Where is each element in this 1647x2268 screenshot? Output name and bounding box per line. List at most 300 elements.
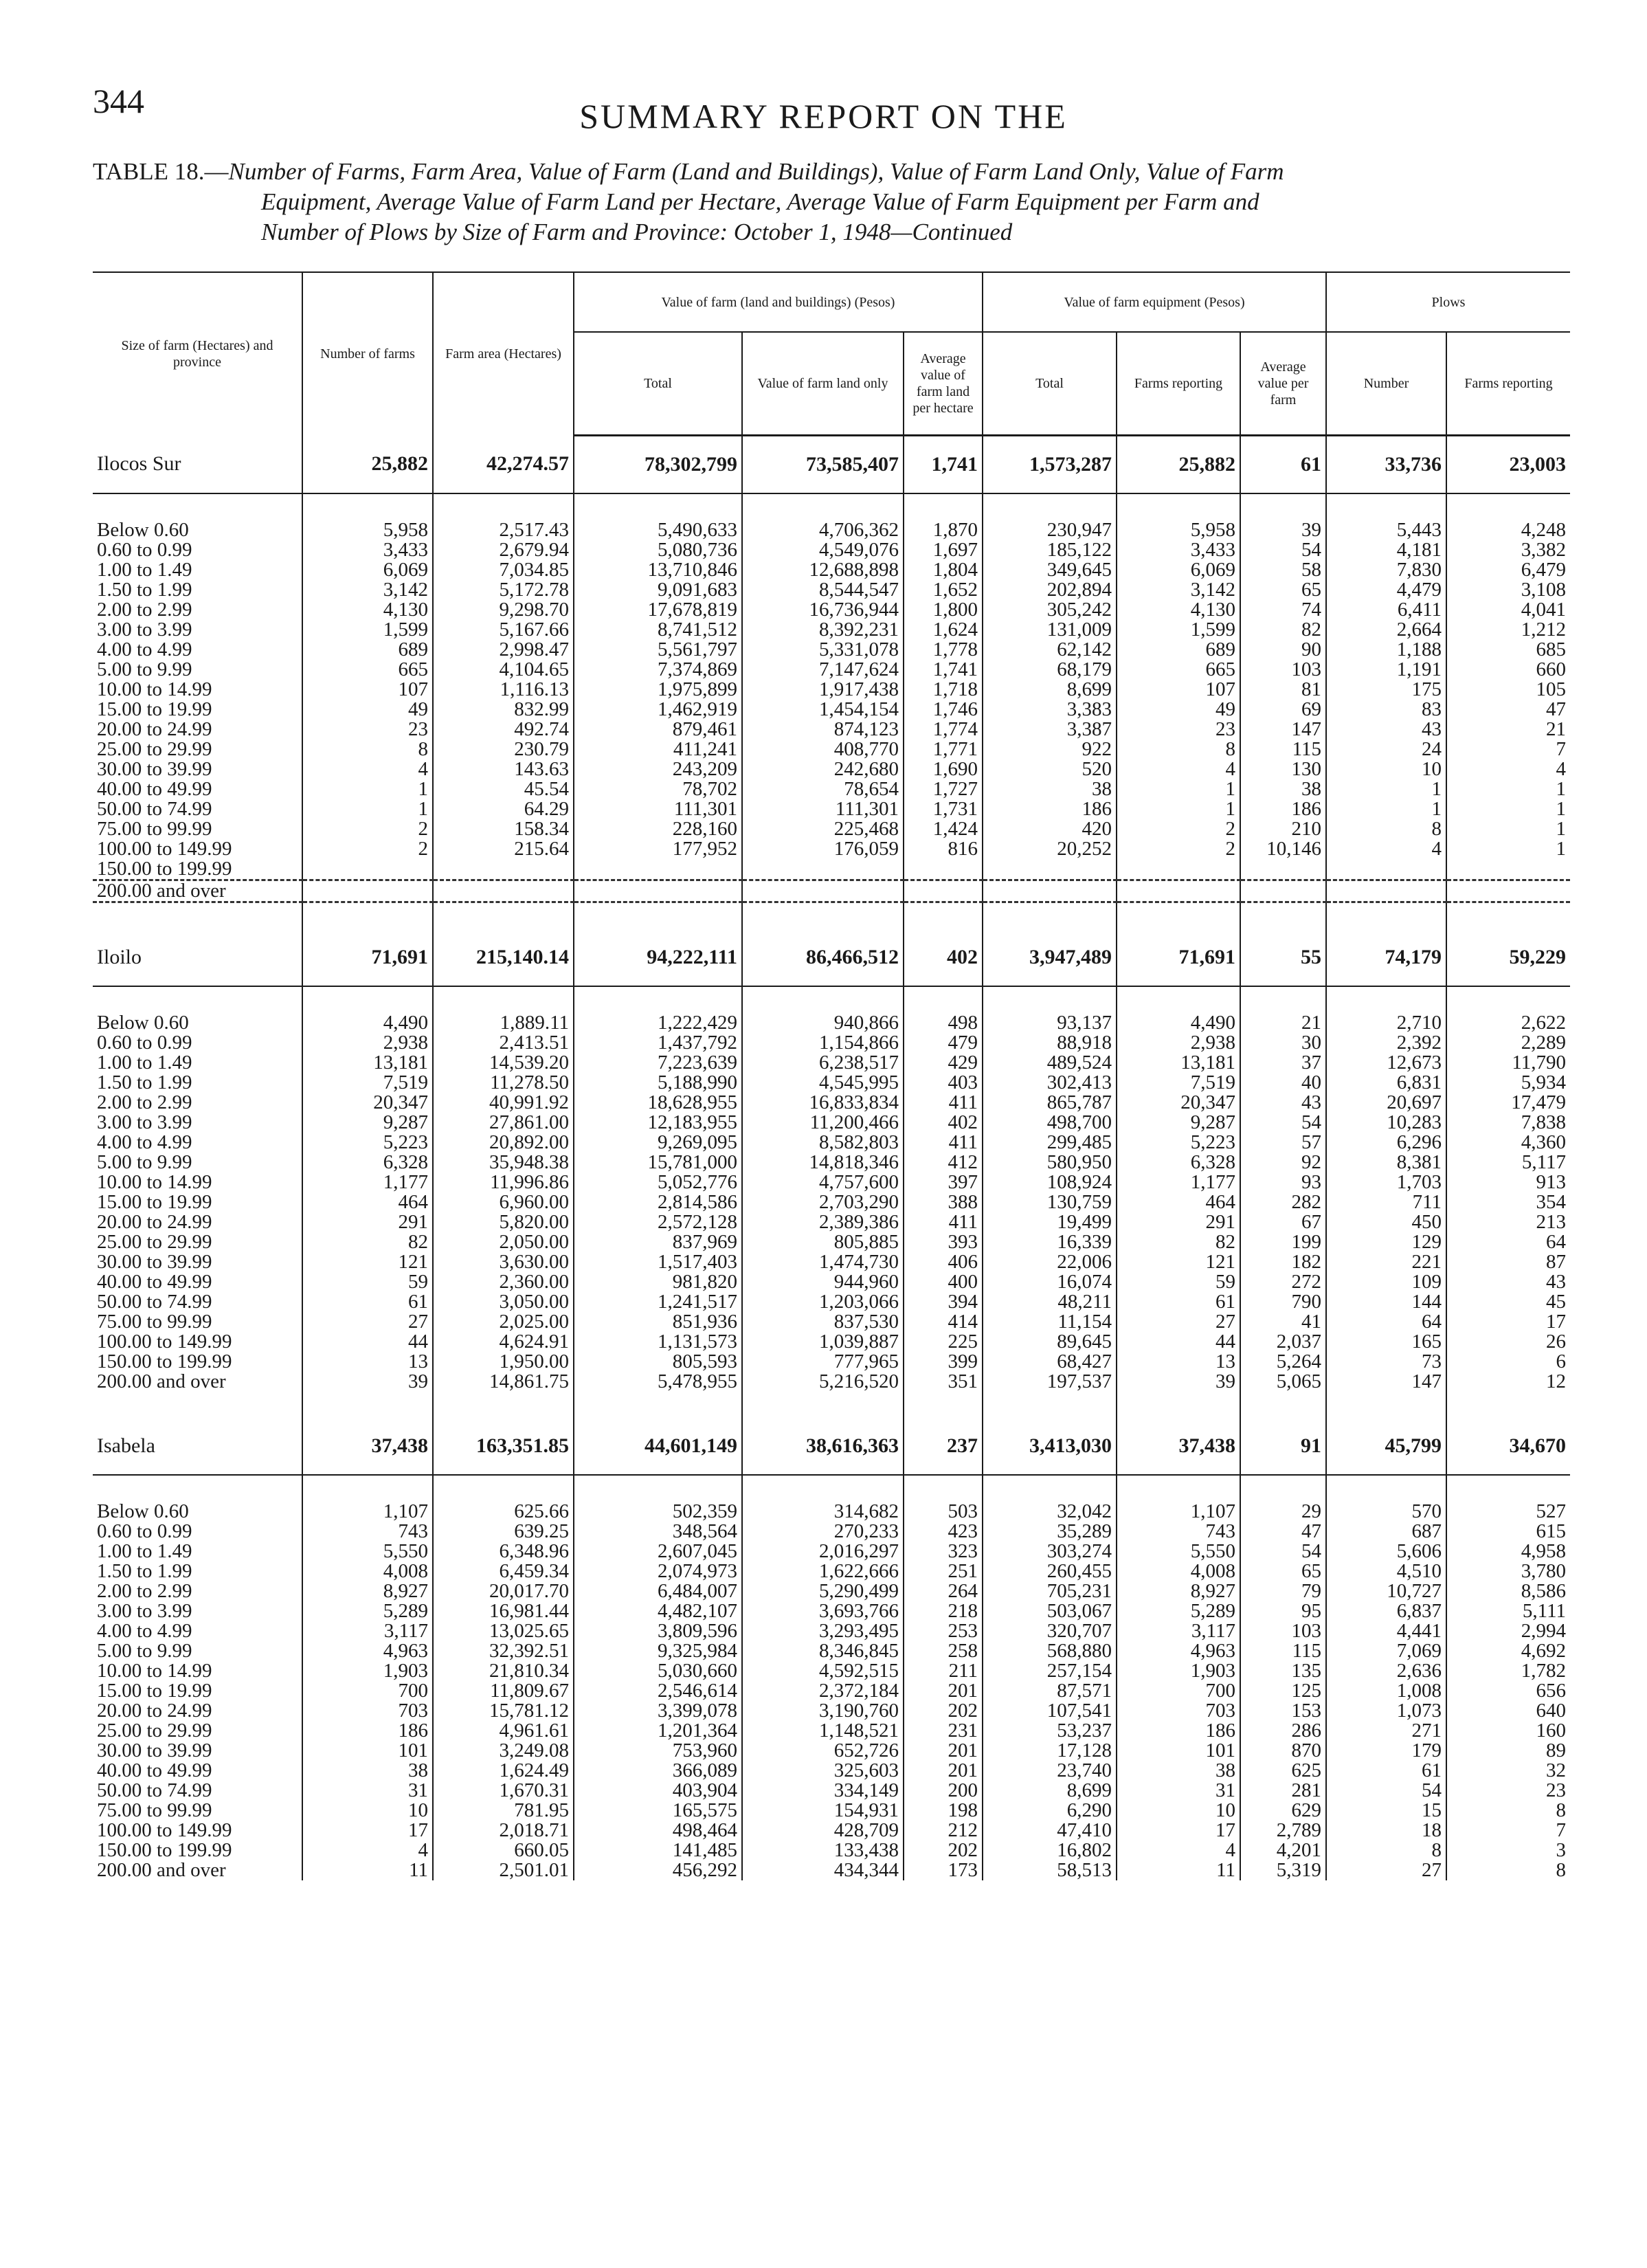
table-cell: 7,069 (1326, 1641, 1446, 1661)
table-cell: 131,009 (983, 620, 1117, 640)
table-cell: 4,441 (1326, 1621, 1446, 1641)
table-cell: 43 (1240, 1093, 1326, 1113)
table-cell: 7 (1446, 1821, 1570, 1841)
table-cell: 1 (302, 799, 433, 819)
table-row (93, 700, 1570, 720)
table-cell: 82 (1117, 1232, 1240, 1252)
size-class-label: 30.00 to 39.99 (97, 1250, 212, 1273)
table-cell: 1,188 (1326, 640, 1446, 660)
table-cell: 4,545,995 (742, 1073, 904, 1093)
table-cell: 179 (1326, 1741, 1446, 1761)
table-cell: 4 (302, 759, 433, 779)
table-cell: 5,290,499 (742, 1581, 904, 1601)
table-cell (1117, 880, 1240, 902)
table-cell: 1,731 (904, 799, 983, 819)
table-row (93, 1133, 1570, 1153)
table-cell: 689 (1117, 640, 1240, 660)
table-cell (742, 880, 904, 902)
table-cell: 5,223 (1117, 1133, 1240, 1153)
table-cell: 143.63 (433, 759, 574, 779)
table-cell: 199 (1240, 1232, 1326, 1252)
table-cell: 498,700 (983, 1113, 1117, 1133)
size-class-label: 150.00 to 199.99 (93, 859, 302, 880)
table-row (93, 1561, 1570, 1581)
table-cell: 11,809.67 (433, 1681, 574, 1701)
table-cell: 1 (1446, 799, 1570, 819)
table-cell: 6,290 (983, 1801, 1117, 1821)
table-cell: 20,252 (983, 839, 1117, 859)
table-cell: 82 (1240, 620, 1326, 640)
table-cell: 527 (1446, 1502, 1570, 1522)
table-row (93, 640, 1570, 660)
table-cell: 35,289 (983, 1522, 1117, 1542)
province-total-cell: 38,616,363 (742, 1418, 904, 1475)
table-cell: 8,699 (983, 680, 1117, 700)
table-cell: 39 (1117, 1372, 1240, 1392)
province-total-cell: 44,601,149 (574, 1418, 742, 1475)
table-cell: 8,927 (1117, 1581, 1240, 1601)
table-cell (904, 859, 983, 880)
table-cell: 35,948.38 (433, 1153, 574, 1172)
table-cell: 45 (1446, 1292, 1570, 1312)
table-cell: 2,703,290 (742, 1192, 904, 1212)
table-cell: 4,958 (1446, 1542, 1570, 1561)
caption-line-1: Number of Farms, Farm Area, Value of Farm (Land and Buildings), Value of Farm Land Only, Value of Farm (228, 158, 1284, 185)
table-cell: 1,177 (302, 1172, 433, 1192)
size-class-label: 4.00 to 4.99 (97, 638, 192, 660)
table-row (93, 1372, 1570, 1392)
province-total-cell: 23,003 (1446, 435, 1570, 493)
table-row (93, 1033, 1570, 1053)
table-cell: 1,746 (904, 700, 983, 720)
table-cell: 65 (1240, 580, 1326, 600)
table-cell: 4,130 (1117, 600, 1240, 620)
table-cell: 8,346,845 (742, 1641, 904, 1661)
table-cell: 656 (1446, 1681, 1570, 1701)
table-cell: 68,427 (983, 1352, 1117, 1372)
table-cell: 5,289 (302, 1601, 433, 1621)
table-cell: 456,292 (574, 1860, 742, 1880)
table-cell: 165 (1326, 1332, 1446, 1352)
table-cell: 1,703 (1326, 1172, 1446, 1192)
table-cell: 1,203,066 (742, 1292, 904, 1312)
table-cell: 4 (302, 1841, 433, 1860)
table-cell: 414 (904, 1312, 983, 1332)
table-cell: 4 (1117, 759, 1240, 779)
table-cell: 282 (1240, 1192, 1326, 1212)
table-cell: 1,073 (1326, 1701, 1446, 1721)
table-row (93, 1332, 1570, 1352)
table-cell: 429 (904, 1053, 983, 1073)
table-cell: 1,889.11 (433, 1013, 574, 1033)
province-total-cell: 237 (904, 1418, 983, 1475)
table-cell: 225,468 (742, 819, 904, 839)
table-row (93, 1053, 1570, 1073)
table-cell: 1,191 (1326, 660, 1446, 680)
table-cell: 211 (904, 1661, 983, 1681)
table-cell: 54 (1326, 1781, 1446, 1801)
province-name: Ilocos Sur (93, 435, 302, 493)
table-row (93, 680, 1570, 700)
table-cell: 4,008 (1117, 1561, 1240, 1581)
table-cell: 4,041 (1446, 600, 1570, 620)
table-cell: 5,223 (302, 1133, 433, 1153)
table-cell: 5,820.00 (433, 1212, 574, 1232)
table-cell: 228,160 (574, 819, 742, 839)
table-cell: 1,154,866 (742, 1033, 904, 1053)
table-cell: 20,892.00 (433, 1133, 574, 1153)
table-cell: 58,513 (983, 1860, 1117, 1880)
table-cell: 1,116.13 (433, 680, 574, 700)
table-cell: 629 (1240, 1801, 1326, 1821)
table-cell: 160 (1446, 1721, 1570, 1741)
table-cell: 87,571 (983, 1681, 1117, 1701)
table-cell: 48,211 (983, 1292, 1117, 1312)
table-cell: 13,025.65 (433, 1621, 574, 1641)
table-cell: 101 (302, 1741, 433, 1761)
table-cell: 568,880 (983, 1641, 1117, 1661)
province-total-cell: 71,691 (1117, 929, 1240, 986)
table-cell: 9,091,683 (574, 580, 742, 600)
size-class-label: 75.00 to 99.99 (97, 817, 212, 840)
size-class-label: 40.00 to 49.99 (97, 777, 212, 800)
table-cell: 3,117 (302, 1621, 433, 1641)
table-cell: 2,289 (1446, 1033, 1570, 1053)
table-row (93, 1761, 1570, 1781)
table-cell: 743 (1117, 1522, 1240, 1542)
table-cell: 3 (1446, 1841, 1570, 1860)
table-cell: 3,117 (1117, 1621, 1240, 1641)
table-cell: 705,231 (983, 1581, 1117, 1601)
table-cell: 12 (1446, 1372, 1570, 1392)
table-row (93, 1093, 1570, 1113)
table-cell (983, 880, 1117, 902)
table-cell: 9,269,095 (574, 1133, 742, 1153)
table-row (93, 1681, 1570, 1701)
table-cell: 5,167.66 (433, 620, 574, 640)
table-cell: 1,107 (302, 1502, 433, 1522)
table-cell: 210 (1240, 819, 1326, 839)
table-cell: 1,212 (1446, 620, 1570, 640)
size-class-label: 4.00 to 4.99 (97, 1131, 192, 1153)
table-cell: 27 (302, 1312, 433, 1332)
table-cell: 8 (1446, 1801, 1570, 1821)
table-cell: 5,030,660 (574, 1661, 742, 1681)
table-cell: 700 (1117, 1681, 1240, 1701)
table-cell: 351 (904, 1372, 983, 1392)
table-cell: 944,960 (742, 1272, 904, 1292)
table-row (93, 560, 1570, 580)
table-cell: 57 (1240, 1133, 1326, 1153)
table-cell (1446, 880, 1570, 902)
table-cell: 3,142 (1117, 580, 1240, 600)
table-cell: 201 (904, 1761, 983, 1781)
table-cell: 1,517,403 (574, 1252, 742, 1272)
table-cell: 231 (904, 1721, 983, 1741)
table-cell: 8,927 (302, 1581, 433, 1601)
table-cell: 816 (904, 839, 983, 859)
table-cell: 1,727 (904, 779, 983, 799)
table-cell: 64.29 (433, 799, 574, 819)
table-cell: 186 (1117, 1721, 1240, 1741)
table-cell: 922 (983, 740, 1117, 759)
table-cell: 1,975,899 (574, 680, 742, 700)
table-cell: 1,039,887 (742, 1332, 904, 1352)
table-cell: 65 (1240, 1561, 1326, 1581)
table-cell: 6,837 (1326, 1601, 1446, 1621)
table-cell: 4,961.61 (433, 1721, 574, 1741)
table-cell: 201 (904, 1741, 983, 1761)
table-cell: 92 (1240, 1153, 1326, 1172)
table-cell: 323 (904, 1542, 983, 1561)
table-cell: 1,804 (904, 560, 983, 580)
table-cell: 2,501.01 (433, 1860, 574, 1880)
table-row (93, 799, 1570, 819)
table-cell: 3,249.08 (433, 1741, 574, 1761)
table-cell: 1,778 (904, 640, 983, 660)
table-cell: 16,981.44 (433, 1601, 574, 1621)
province-total-cell: 94,222,111 (574, 929, 742, 986)
province-total-row (93, 1418, 1570, 1475)
table-cell: 314,682 (742, 1502, 904, 1522)
table-cell: 3,809,596 (574, 1621, 742, 1641)
table-cell: 1,624 (904, 620, 983, 640)
table-cell: 5,490,633 (574, 520, 742, 540)
province-total-cell: 42,274.57 (433, 435, 574, 493)
table-cell: 10,727 (1326, 1581, 1446, 1601)
size-class-label: 75.00 to 99.99 (97, 1310, 212, 1333)
table-cell: 21 (1240, 1013, 1326, 1033)
table-cell: 89,645 (983, 1332, 1117, 1352)
table-cell: 78,702 (574, 779, 742, 799)
table-cell: 625 (1240, 1761, 1326, 1781)
table-cell (302, 880, 433, 902)
table-cell: 1 (1117, 779, 1240, 799)
table-cell: 4,201 (1240, 1841, 1326, 1860)
table-cell: 1 (1326, 779, 1446, 799)
header-plow-number: Number (1326, 332, 1446, 435)
caption-lead: TABLE 18.— (93, 158, 229, 185)
table-cell: 5,331,078 (742, 640, 904, 660)
table-cell: 1,131,573 (574, 1332, 742, 1352)
size-class-label: 50.00 to 74.99 (97, 1779, 212, 1801)
table-cell: 2,018.71 (433, 1821, 574, 1841)
table-cell: 67 (1240, 1212, 1326, 1232)
table-cell: 24 (1326, 740, 1446, 759)
size-class-label: 1.00 to 1.49 (97, 1539, 192, 1562)
table-cell: 198 (904, 1801, 983, 1821)
table-cell: 4,479 (1326, 580, 1446, 600)
table-cell: 147 (1326, 1372, 1446, 1392)
table-cell: 11 (302, 1860, 433, 1880)
province-total-cell: 71,691 (302, 929, 433, 986)
table-cell (1326, 859, 1446, 880)
table-cell: 115 (1240, 1641, 1326, 1661)
table-cell: 186 (983, 799, 1117, 819)
table-cell: 8 (1446, 1860, 1570, 1880)
table-cell: 43 (1326, 720, 1446, 740)
table-cell: 27,861.00 (433, 1113, 574, 1133)
table-row (93, 1641, 1570, 1661)
size-class-label: Below 0.60 (97, 518, 189, 541)
table-cell: 411 (904, 1093, 983, 1113)
table-cell: 2,938 (1117, 1033, 1240, 1053)
table-cell: 408,770 (742, 740, 904, 759)
table-cell: 8,544,547 (742, 580, 904, 600)
table-cell: 251 (904, 1561, 983, 1581)
size-class-label: 3.00 to 3.99 (97, 1599, 192, 1622)
province-total-cell: 1,573,287 (983, 435, 1117, 493)
header-eq-total: Total (983, 332, 1117, 435)
header-total: Total (574, 332, 742, 435)
table-cell: 27 (1326, 1860, 1446, 1880)
size-class-label: 5.00 to 9.99 (97, 1639, 192, 1662)
table-cell: 291 (302, 1212, 433, 1232)
province-total-cell: 74,179 (1326, 929, 1446, 986)
table-cell: 1,008 (1326, 1681, 1446, 1701)
size-class-label: 1.50 to 1.99 (97, 578, 192, 601)
table-cell: 8,582,803 (742, 1133, 904, 1153)
table-cell: 1,774 (904, 720, 983, 740)
table-cell: 11,154 (983, 1312, 1117, 1332)
table-cell: 777,965 (742, 1352, 904, 1372)
table-cell: 4,490 (302, 1013, 433, 1033)
table-cell: 16,833,834 (742, 1093, 904, 1113)
table-cell: 5,216,520 (742, 1372, 904, 1392)
table-cell: 5,958 (1117, 520, 1240, 540)
table-cell: 44 (1117, 1332, 1240, 1352)
header-plow-farms-reporting: Farms reporting (1446, 332, 1570, 435)
table-row (93, 1801, 1570, 1821)
size-class-label: 30.00 to 39.99 (97, 1739, 212, 1761)
table-cell: 1,437,792 (574, 1033, 742, 1053)
table-cell: 7,838 (1446, 1113, 1570, 1133)
table-row (93, 1113, 1570, 1133)
table-cell: 2,016,297 (742, 1542, 904, 1561)
table-cell: 3,387 (983, 720, 1117, 740)
size-class-label: 40.00 to 49.99 (97, 1759, 212, 1781)
table-cell (574, 859, 742, 880)
table-cell: 115 (1240, 740, 1326, 759)
table-cell: 8 (1326, 1841, 1446, 1860)
table-cell: 805,593 (574, 1352, 742, 1372)
table-cell: 2,938 (302, 1033, 433, 1053)
table-cell: 406 (904, 1252, 983, 1272)
table-cell: 1,148,521 (742, 1721, 904, 1741)
table-cell: 2 (302, 839, 433, 859)
size-class-label: 15.00 to 19.99 (97, 698, 212, 720)
table-cell: 2,392 (1326, 1033, 1446, 1053)
table-row (93, 740, 1570, 759)
table-cell: 202 (904, 1841, 983, 1860)
table-row (93, 1292, 1570, 1312)
table-cell (433, 880, 574, 902)
table-cell: 1,800 (904, 600, 983, 620)
table-cell: 6 (1446, 1352, 1570, 1372)
table-cell: 23 (1446, 1781, 1570, 1801)
table-cell: 2,050.00 (433, 1232, 574, 1252)
table-cell: 1,782 (1446, 1661, 1570, 1681)
table-cell: 18 (1326, 1821, 1446, 1841)
table-cell: 121 (302, 1252, 433, 1272)
table-cell: 2,517.43 (433, 520, 574, 540)
table-cell: 47 (1240, 1522, 1326, 1542)
table-cell: 39 (1240, 520, 1326, 540)
table-cell: 9,287 (1117, 1113, 1240, 1133)
caption-line-2: Equipment, Average Value of Farm Land per Hectare, Average Value of Farm Equipment per Farm and (261, 188, 1259, 215)
table-cell: 32,042 (983, 1502, 1117, 1522)
table-cell: 17 (1446, 1312, 1570, 1332)
table-cell: 225 (904, 1332, 983, 1352)
table-cell: 2,025.00 (433, 1312, 574, 1332)
table-cell: 61 (1326, 1761, 1446, 1781)
table-cell: 16,802 (983, 1841, 1117, 1860)
table-cell: 26 (1446, 1332, 1570, 1352)
table-cell: 2 (1117, 819, 1240, 839)
size-class-label: 20.00 to 24.99 (97, 1699, 212, 1722)
table-cell: 354 (1446, 1192, 1570, 1212)
table-cell: 420 (983, 819, 1117, 839)
table-cell (1240, 859, 1326, 880)
table-cell: 103 (1240, 660, 1326, 680)
table-cell: 31 (1117, 1781, 1240, 1801)
table-cell: 5,550 (1117, 1542, 1240, 1561)
table-cell: 303,274 (983, 1542, 1117, 1561)
table-cell: 981,820 (574, 1272, 742, 1292)
table-cell: 6,328 (1117, 1153, 1240, 1172)
header-land-only: Value of farm land only (742, 332, 904, 435)
header-stub: Size of farm (Hectares) and province (93, 272, 302, 435)
table-cell: 4 (1446, 759, 1570, 779)
table-cell: 8 (1326, 819, 1446, 839)
size-class-label: 5.00 to 9.99 (97, 658, 192, 680)
table-cell: 4 (1117, 1841, 1240, 1860)
table-cell: 13 (1117, 1352, 1240, 1372)
table-cell: 434,344 (742, 1860, 904, 1880)
table-cell: 1,741 (904, 660, 983, 680)
province-total-row (93, 929, 1570, 986)
province-total-cell: 163,351.85 (433, 1418, 574, 1475)
table-cell: 464 (1117, 1192, 1240, 1212)
table-cell: 41 (1240, 1312, 1326, 1332)
table-cell: 400 (904, 1272, 983, 1292)
table-cell: 215.64 (433, 839, 574, 859)
table-cell: 6,348.96 (433, 1542, 574, 1561)
table-cell: 286 (1240, 1721, 1326, 1741)
province-total-cell: 1,741 (904, 435, 983, 493)
table-cell: 1,670.31 (433, 1781, 574, 1801)
table-cell: 64 (1446, 1232, 1570, 1252)
table-cell: 5,958 (302, 520, 433, 540)
header-group-land-buildings: Value of farm (land and buildings) (Pesos) (574, 272, 983, 332)
table-cell: 82 (302, 1232, 433, 1252)
table-cell: 299,485 (983, 1133, 1117, 1153)
table-cell (1446, 859, 1570, 880)
table-cell: 711 (1326, 1192, 1446, 1212)
table-cell: 7,147,624 (742, 660, 904, 680)
size-class-label: 20.00 to 24.99 (97, 718, 212, 740)
table-cell: 107 (1117, 680, 1240, 700)
table-cell: 302,413 (983, 1073, 1117, 1093)
table-cell: 202 (904, 1701, 983, 1721)
table-cell: 260,455 (983, 1561, 1117, 1581)
table-cell: 403,904 (574, 1781, 742, 1801)
province-total-cell: 59,229 (1446, 929, 1570, 986)
table-cell: 111,301 (574, 799, 742, 819)
table-row (93, 1781, 1570, 1801)
table-cell: 3,630.00 (433, 1252, 574, 1272)
table-cell: 4,692 (1446, 1641, 1570, 1661)
